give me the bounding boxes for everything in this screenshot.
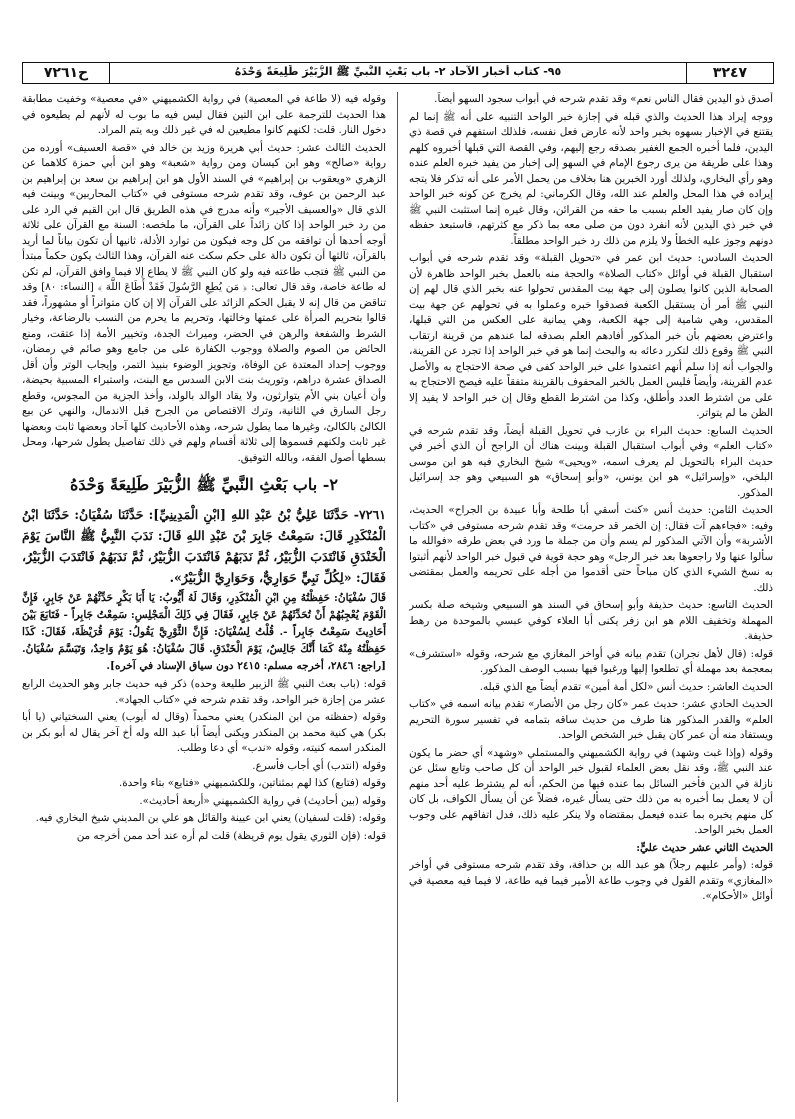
- left-column-commentary-top: [22, 92, 386, 466]
- paragraph: وقوله (انتدب) أي أجاب فأسرع.: [252, 759, 386, 772]
- page-number: ٣٢٤٧: [686, 63, 773, 83]
- paragraph: قوله: (وأمر عليهم رجلاً) هو عبد الله بن حذافة، وقد تقدم شرحه مستوفى في أواخر «المغازي» وتقدم القول في وجوب طاعة الأمير فيما فيه طاعة، لا فيما فيه معصية في أوائل «الأحكام».: [409, 859, 773, 902]
- paragraph: ووجه إيراد هذا الحديث والذي قبله في إجازة خبر الواحد التنبيه على أنه ﷺ إنما لم يقتنع في الإخبار بسهوه بخبر واحد لأنه عارض فعل نفسه، فلذلك استفهم في قصة ذي اليدين، فلما أخبره الجمع الغفير بصدقه رجع إليهم، وفي القصة التي قبلها أخبروه كلهم وهذا على طريقة من يرى رجوع الإمام في السهو إلى إخبار من يفيد خبره العلم عنده وهو رأي البخاري، ولذلك أورد الخبرين هنا بخلاف من يحمل الأمر على أنه تذكر فلا يتجه إيراده في هذا المحل والعلم عند الله، وقال الكرماني: لم يخرج عن كونه خبر الواحد وإن كان صار يفيد العلم بسبب ما حفه من القرائن، وقال غيره إنما استثبت النبي ﷺ في خبر ذي اليدين لأنه انفرد دون من صلى معه بما ذكر مع كثرتهم، فاستبعد حفظه دونهم وجوز عليه الخطأ ولا يلزم من ذلك رد خبر الواحد مطلقاً.: [409, 110, 773, 247]
- paragraph: قوله: (فإن الثوري يقول يوم قريظة) قلت لم أره عند أحد ممن أخرجه من: [76, 829, 386, 842]
- chapter-title: ٢- باب بَعْثِ النَّبيِّ ﷺ الزُّبَيْرَ طَلِيعَةً وَحْدَهُ: [70, 475, 338, 494]
- paragraph: وقوله (وإذا غبت وشهد) في رواية الكشميهني والمستملي «وشهد» أي حضر ما يكون عند النبي ﷺ، وقد نقل بعض العلماء لقبول خبر الواحد أن كل صاحب وتابع سئل عن نازلة في الدين فأخبر السائل بما عنده فيها من الحكم، أنه لم يشترط عليه أحد منهم أن لا يعمل بما أخبره به من ذلك حتى يسأل غيره، فضلاً عن أن يسأل الكواف، بل كان كل منهم يخبره بما عنده فيعمل بمقتضاه ولا ينكر عليه ذلك، فدل اتفاقهم على وجوب العمل بخبر الواحد.: [409, 746, 773, 836]
- left-column: [22, 92, 386, 1107]
- running-title: ٩٥- كتاب أخبار الآحاد ٢- باب بَعْثِ النَّبيِّ ﷺ الزُّبَيْرَ طَلِيعَةً وَحْدَهُ: [234, 65, 562, 78]
- right-column: [409, 92, 773, 1107]
- paragraph: الحديث الثالث عشر: حديث أبي هريرة وزيد بن خالد في «قصة العسيف» أورده من رواية «صالح» وهو ابن كيسان ومن رواية «شعبة» وهو ابن أبي حمزة كلاهما عن الزهري «ويعقوب بن إبراهيم» في السند الأول هو ابن إبراهيم بن سعد بن إبراهيم بن عبد الرحمن بن عوف، وقد تقدم شرحه مستوفى في «كتاب المحاربين» وبينت فيه الذي قال «والعسيف الأجير» وأنه مدرج في هذه الطريق قال ابن القيم في الرد على من رد خبر الواحد إذا كان زائداً على القرآن، ما ملخصه: السنة مع القرآن على ثلاثة أوجه أحدها أن توافقه من كل وجه فيكون من توارد الأدلة، ثانيها أن تكون بياناً لما أريد بالقرآن، ثالثها أن تكون دالة على حكم سكت عنه القرآن، وهذا الثالث يكون حكماً مبتدأ من النبي ﷺ فتجب طاعته فيه ولو كان النبي ﷺ لا يطاع إلا فيما وافق القرآن، لم تكن له طاعة خاصة، وقد قال تعالى: ﴿ مَن يُطِعِ الرَّسُولَ فَقَدْ أَطَاعَ اللَّهَ ﴾ [النساء: ٨٠] وقد تناقض من قال إنه لا يقبل الحكم الزائد على القرآن إلا إن كان متواتراً أو مشهوراً، فقد قالوا بتحريم المرأة على عمتها وخالتها، وتحريم ما يحرم من النسب بالرضاعة، وخيار الشرط والشفعة والرهن في الحضر، وميراث الجدة، وتخيير الأمة إذا عتقت، ومنع الحائض من الصوم والصلاة ووجوب الكفارة على من جامع وهو صائم في رمضان، ووجوب إحداد المعتدة عن الوفاة، وتجويز الوضوء بنبيذ التمر، وإيجاب الوتر وأن أقل الصداق عشرة دراهم، وتوريث بنت الابن السدس مع البنت، واستبراء المسبية بحيضة، وأن أعيان بني الأم يتوارثون، ولا يقاد الوالد بالولد، وأخذ الجزية من المجوس، وقطع رجل السارق في الثانية، وترك الاقتصاص من الجرح قبل الاندمال، والنهي عن بيع الكالئ بالكالئ، وغيرها مما يطول شرحه، وهذه الأحاديث كلها آحاد وبعضها ثابت وبعضها غير ثابت ولكنهم قسموها إلى ثلاثة أقسام ولهم في ذلك تفاصيل يطول شرحها، ومحل بسطها أصول الفقه، وبالله التوفيق.: [22, 141, 386, 464]
- paragraph: الحديث العاشر: حديث أنس «لكل أمة أمين» تقدم أيضاً مع الذي قبله.: [479, 680, 773, 693]
- hadith-number-ref: ح٧٢٦١: [23, 63, 110, 83]
- paragraph: وقوله: (قلت لسفيان) يعني ابن عيينة والقائل هو علي بن المديني شيخ البخاري فيه.: [35, 812, 386, 824]
- page-header: [22, 62, 774, 84]
- paragraph: الحديث الثاني عشر حديث عليٍّ:: [636, 841, 773, 854]
- paragraph: وقوله (حفظته من ابن المنكدر) يعني محمداً (وقال له أيوب) يعني السختياني (يا أبا بكر) هي كنية محمد بن المنكدر ويكنى أيضاً أبا عبد الله وله أخ آخر يقال له أبو بكر بن المنكدر اسمه كنيته، وقوله «ندب» أي دعا وطلب.: [22, 711, 386, 754]
- paragraph: وقوله (فتابع) كذا لهم بمثناتين، وللكشميهني «فتايع» بتاء واحدة.: [118, 777, 386, 789]
- paragraph: الحديث الثامن: حديث أنس «كنت أسقي أبا طلحة وأبا عبيدة بن الجراح» الحديث، وفيه: «فجاءهم آت فقال: إن الخمر قد حرمت» وقد تقدم شرحه مستوفى في «كتاب الأشربة» وأن الآتي المذكور لم يسم وأن من جملة ما ورد في بعض طرقه «فوالله ما سألوا عنها ولا راجعوها بعد خبر الرجل» وهو حجة قوية في قبول خبر الواحد لأنهم أثبتوا به نسخ الشيء الذي كان مباحاً حتى أقدموا من أجله على تحريمه والعمل بمقتضى ذلك.: [409, 504, 773, 594]
- paragraph: وقوله فيه (لا طاعة في المعصية) في رواية الكشميهني «في معصية» وخفيت مطابقة هذا الحديث للترجمة على ابن التين فقال ليس فيه ما بوب له لأنهم لم يطيعوه في دخول النار. قلت: لكنهم كانوا مطيعين له في غير ذلك وبه يتم المراد.: [22, 93, 386, 136]
- left-column-commentary-bottom: [22, 677, 386, 844]
- hadith-narration: قَالَ سُفْيَانُ: حَفِظْتُهُ مِنِ ابْنِ الْمُنْكَدِرِ، وَقَالَ لَهُ أَيُّوبُ: يَا أَبَا بَكْرٍ حَدِّثْهُمْ عَنْ جَابِرٍ، فَإِنَّ الْقَوْمَ يُعْجِبُهُمْ أَنْ تُحَدِّثَهُمْ عَنْ جَابِرٍ، فَقَالَ فِي ذَلِكَ الْمَجْلِسِ: سَمِعْتُ جَابِراً - فَتَابَعَ بَيْنَ أَحَادِيثَ سَمِعْتُ جَابِراً -. قُلْتُ لِسُفْيَانَ: فَإِنَّ الثَّوْرِيَّ يَقُولُ: يَوْمَ قُرَيْظَةَ، فَقَالَ: كَذَا حَفِظْتُهُ مِنْهُ كَمَا أَنَّكَ جَالِسٌ، يَوْمَ الْخَنْدَقِ. قَالَ سُفْيَانُ: هُوَ يَوْمٌ وَاحِدٌ، وَتَبَسَّمَ سُفْيَانُ. [راجع: ٢٨٤٦، أخرجه مسلم: ٢٤١٥ دون سياق الإسناد في آخره].: [22, 592, 386, 672]
- paragraph: الحديث التاسع: حديث حذيفة وأبو إسحاق في السند هو السبيعي وشيخه صلة بكسر المهملة وتخفيف اللام هو ابن زفر يكنى أبا العلاء كوفي عبسي بالموحدة من رهط حذيفة.: [409, 599, 773, 642]
- hadith-text: ٧٢٦١- حَدَّثَنَا عَلِيُّ بْنُ عَبْدِ اللهِ [ابْنِ الْمَدِينِيِّ]: حَدَّثَنَا سُفْيَانُ: حَدَّثَنَا ابْنُ الْمُنْكَدِرِ قَالَ: سَمِعْتُ جَابِرَ بْنَ عَبْدِ اللهِ قَالَ: نَدَبَ النَّبِيُّ ﷺ النَّاسَ يَوْمَ الْخَنْدَقِ فَانْتَدَبَ الزُّبَيْرُ، ثُمَّ نَدَبَهُمْ فَانْتَدَبَ الزُّبَيْرُ، ثُمَّ نَدَبَهُمْ فَانْتَدَبَ الزُّبَيْرُ، فَقَالَ: «لِكُلِّ نَبِيٍّ حَوَارِيٌّ، وَحَوَارِيَّ الزُّبَيْرُ».: [22, 507, 386, 585]
- paragraph: الحديث السادس: حديث ابن عمر في «تحويل القبلة» وقد تقدم شرحه في أبواب استقبال القبلة في أوائل «كتاب الصلاة» والحجة منه بالعمل بخبر الواحد ظاهرة لأن الصحابة الذين كانوا يصلون إلى جهة بيت المقدس تحولوا عنه بخبر الذي قال لهم إن النبي ﷺ أمر أن يستقبل الكعبة فصدقوا خبره وعملوا به في تحولهم عن جهة بيت المقدس، وهي شامية إلى جهة الكعبة، وهي يمانية على العكس من التي قبلها، واعترض بعضهم بأن خبر المذكور أفادهم العلم بصدقه لما عندهم من قرينة ارتقاب النبي ﷺ وقوع ذلك لتكرر دعائه به والبحث إنما هو في خبر الواحد إذا تجرد عن القرينة، والجواب أنه إذا سلم أنهم اعتمدوا على خبر الواحد كفى في صحة الاحتجاج به والأصل عدم القرينة، وأيضاً فليس العمل بالخبر المحفوف بالقرينة متفقاً عليه فيصح الاحتجاج به على من اشترط العدد وأطلق، وكذا من اشترط القطع وقال إن خبر الواحد لا يفيد إلا الظن ما لم يتواتر.: [409, 252, 773, 419]
- paragraph: أصدق ذو اليدين فقال الناس نعم» وقد تقدم شرحه في أبواب سجود السهو أيضاً.: [434, 93, 773, 105]
- column-divider: [397, 92, 398, 1102]
- paragraph: قوله: (قال لأهل نجران) تقدم بيانه في أواخر المغازي مع شرحه، وقوله «استشرف» بمعجمة بعد مهملة أي تطلعوا إليها ورغبوا فيها بسبب الوصف المذكور.: [409, 647, 773, 675]
- paragraph: وقوله (بين أحاديث) في رواية الكشميهني «أربعة أحاديث».: [139, 794, 386, 807]
- paragraph: الحديث الحادي عشر: حديث عمر «كان رجل من الأنصار» تقدم بيانه اسمه في «كتاب العلم» والقدر المذكور هنا طرف من حديث ساقه بتمامه في تفسير سورة التحريم ويستفاد منه أن عمر كان يقبل خبر الشخص الواحد.: [409, 698, 773, 741]
- paragraph: الحديث السابع: حديث البراء بن عازب في تحويل القبلة أيضاً، وقد تقدم شرحه في «كتاب العلم» وفي أبواب استقبال القبلة وبينت هناك أن الراجح أن الذي أخبر في حديث البراء بالتحويل لم يعرف اسمه، «ويحيى» شيخ البخاري فيه هو ابن موسى البلخي، «وإسرائيل» هو ابن يونس، «وأبو إسحاق» هو السبيعي وهو جد إسرائيل المذكور.: [409, 424, 773, 499]
- paragraph: قوله: (باب بعث النبي ﷺ الزبير طليعة وحده) ذكر فيه حديث جابر وهو الحديث الرابع عشر من إجازة خبر الواحد، وقد تقدم شرحه في «كتاب الجهاد».: [22, 678, 386, 706]
